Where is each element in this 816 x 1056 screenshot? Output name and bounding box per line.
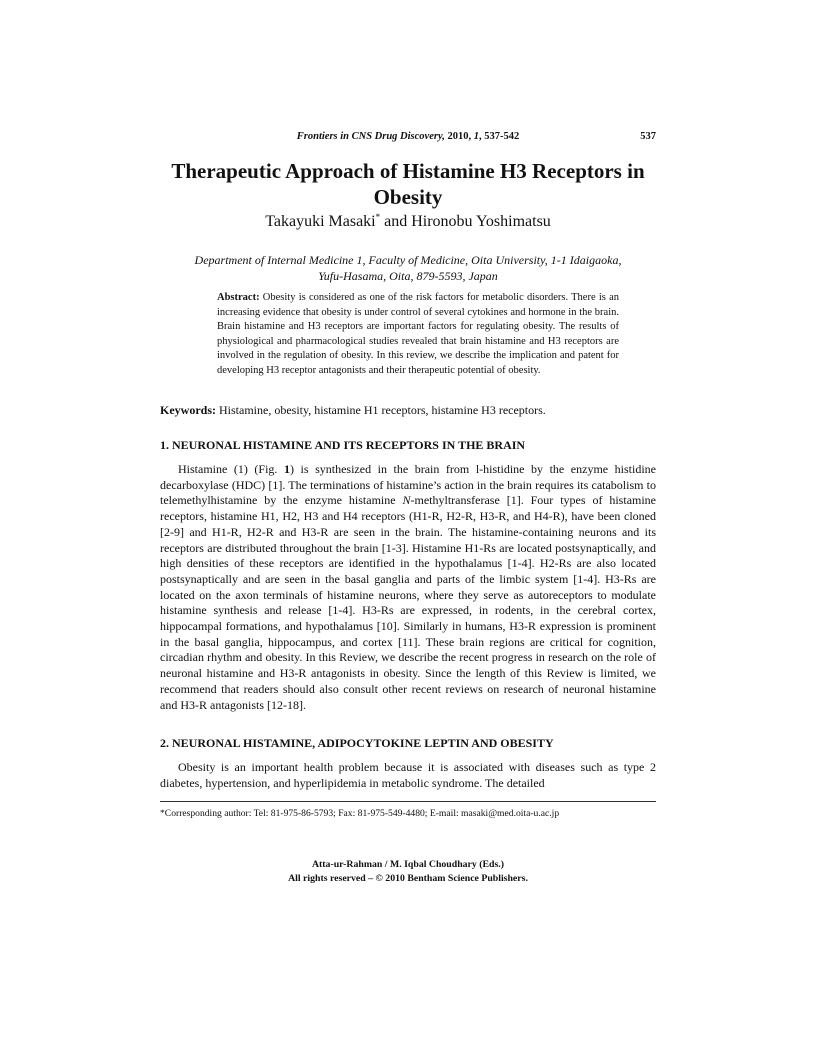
footnote: *Corresponding author: Tel: 81-975-86-5793; Fax: 81-975-549-4480; E-mail: masaki@med.oita-u.ac.jp xyxy=(160,808,560,819)
running-header xyxy=(160,131,656,145)
section-1-paragraph: Histamine (1) (Fig. 1) is synthesized in the brain from l-histidine by the enzyme histidine decarboxylase (HDC) [1]. The terminations of histamine’s action in the brain requires its catabolism to telemethylhistamine by the enzyme histamine N-methyltransferase [1]. Four types of histamine receptors, histamine H1, H2, H3 and H4 receptors (H1-R, H2-R, H3-R, and H4-R), have been cloned [2-9] and H1-R, H2-R and H3-R are seen in the brain. The histamine-containing neurons and its receptors are distributed throughout the brain [1-3]. Histamine H1-Rs are located postsynaptically, and high densities of these receptors are identified in the hypothalamus [1-4]. H2-Rs are also located postsynaptically and are seen in the basal ganglia and parts of the limbic system [1-4]. H3-Rs are located on the axon terminals of histamine neurons, where they serve as autoreceptors to modulate histamine synthesis and release [1-4]. H3-Rs are expressed, in rodents, in the cerebral cortex, hippocampal formations, and hypothalamus [10]. Similarly in humans, H3-R expression is prominent in the basal ganglia, hippocampus, and cortex [11]. These brain regions are critical for cognition, circadian rhythm and obesity. In this Review, we describe the recent progress in research on the role of neuronal histamine and H3-R antagonists in obesity. Since the length of this Review is limited, we recommend that readers should also consult other recent reviews on research of neuronal histamine and H3-R antagonists [12-18]. xyxy=(160,462,657,712)
section-2-paragraph: Obesity is an important health problem because it is associated with diseases such as type 2 diabetes, hypertension, and hyperlipidemia in metabolic syndrome. The detailed xyxy=(160,760,656,790)
keywords xyxy=(160,402,656,418)
page-number: 537 xyxy=(640,131,656,142)
section-heading-1: 1. NEURONAL HISTAMINE AND ITS RECEPTORS IN THE BRAIN xyxy=(160,438,526,452)
footnote-divider xyxy=(160,801,656,802)
keywords-text: Histamine, obesity, histamine H1 receptors, histamine H3 receptors. xyxy=(216,403,546,417)
article-title: Therapeutic Approach of Histamine H3 Receptors in Obesity xyxy=(171,159,645,209)
affiliation: Department of Internal Medicine 1, Faculty of Medicine, Oita University, 1-1 Idaigaoka, Yufu-Hasama, Oita, 879-5593, Japan xyxy=(194,253,622,283)
corresponding-mark: * xyxy=(375,212,381,222)
journal-citation: Frontiers in CNS Drug Discovery, 2010, 1, 537-542 xyxy=(296,131,520,142)
abstract xyxy=(217,291,619,379)
keywords-label: Keywords: xyxy=(160,403,216,417)
author-list: Takayuki Masaki* and Hironobu Yoshimatsu xyxy=(265,212,551,230)
abstract-text: Obesity is considered as one of the risk factors for metabolic disorders. There is an increasing evidence that obesity is under control of several cytokines and hormone in the brain. Brain histamine and H3 receptors are important factors for regulating obesity. The results of physiological and pharmacological studies revealed that brain histamine and H3 receptors are involved in the regulation of obesity. In this review, we describe the implication and patent for developing H3 receptor antagonists and their therapeutic potential of obesity. xyxy=(217,292,619,376)
publisher-credit: Atta-ur-Rahman / M. Iqbal Choudhary (Eds.) All rights reserved – © 2010 Bentham Science Publishers. xyxy=(288,859,528,884)
abstract-label: Abstract: xyxy=(217,292,260,303)
section-heading-2: 2. NEURONAL HISTAMINE, ADIPOCYTOKINE LEPTIN AND OBESITY xyxy=(160,736,554,750)
